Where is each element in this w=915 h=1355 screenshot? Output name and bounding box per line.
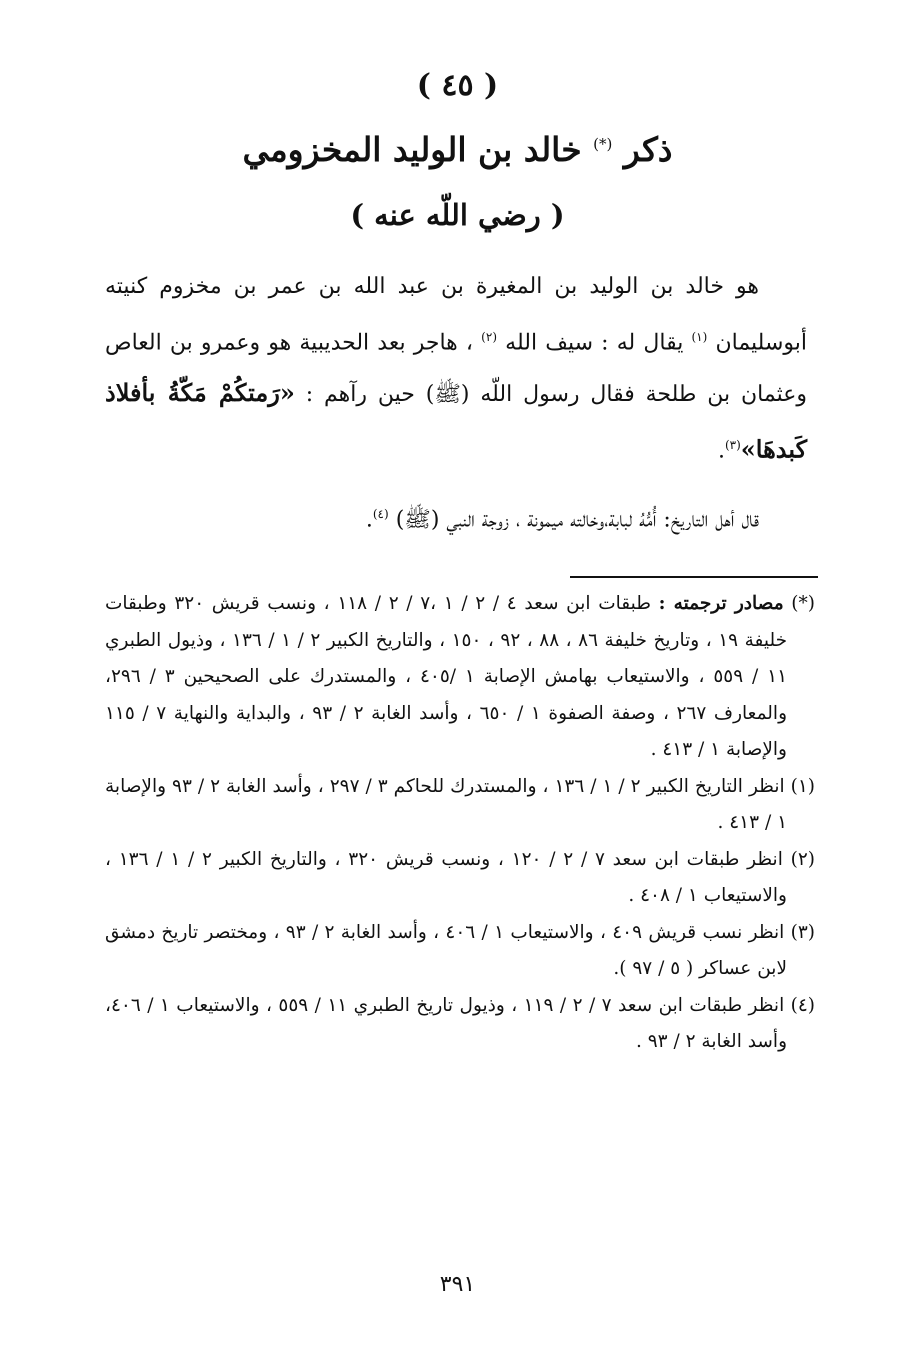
title-name: خالد بن الوليد المخزومي xyxy=(242,130,582,169)
footnote-4: (٤) انظر طبقات ابن سعد ٧ / ٢ / ١١٩ ، وذيول تاريخ الطبري ١١ / ٥٥٩ ، والاستيعاب ١ / ٤٠٦، وأسد الغابة ٢ / ٩٣ . xyxy=(105,994,816,1052)
chapter-subtitle: ( رضي اللّه عنه ) xyxy=(350,198,565,232)
footnote-ref-4: (٤) xyxy=(372,506,389,521)
footnote-2: (٢) انظر طبقات ابن سعد ٧ / ٢ / ١٢٠ ، ونسب قريش ٣٢٠ ، والتاريخ الكبير ٢ / ١ / ١٣٦ ، والاستيعاب ١ / ٤٠٨ . xyxy=(105,848,815,906)
footnote-3: (٣) انظر نسب قريش ٤٠٩ ، والاستيعاب ١ / ٤٠٦ ، وأسد الغابة ٢ / ٩٣ ، ومختصر تاريخ دمشق لابن عساكر ( ٥ / ٩٧ ). xyxy=(105,921,815,979)
chapter-title xyxy=(0,130,915,169)
footnote-sources xyxy=(105,586,815,769)
hadith-quote: «رَمتكُمْ مَكّةُ بأفلاذ كَبدهَا» xyxy=(105,378,807,464)
paragraph-2-text: قال أهل التاريخ: أُمُّهُ لبابة،وخالته ميمونة ، زوجة النبي (ﷺ) xyxy=(395,506,759,532)
paragraph-1-part-c: ، هاجر بعد الحديبية هو وعمرو بن العاص وعثمان بن طلحة فقال رسول اللّه (ﷺ) حين رآهم : xyxy=(105,330,807,408)
title-footnote-marker: (*) xyxy=(593,135,613,153)
paragraph-1 xyxy=(105,262,807,477)
sources-marker: (*) xyxy=(791,593,815,614)
main-text xyxy=(105,262,807,545)
paragraph-1-part-b: يقال له : سيف الله xyxy=(505,330,684,356)
footnote-ref-2: (٢) xyxy=(481,330,497,344)
page-number: ٣٩١ xyxy=(439,1272,476,1297)
paragraph-2-end: . xyxy=(365,506,373,532)
chapter-number: ( ٤٥ ) xyxy=(416,68,499,103)
title-prefix: ذكر xyxy=(623,130,673,169)
paragraph-1-end: . xyxy=(717,438,725,464)
footnote-separator xyxy=(570,576,818,578)
footnotes xyxy=(105,586,815,1061)
footnote-ref-1: (١) xyxy=(691,330,708,344)
footnote-ref-3: (٣) xyxy=(724,438,741,453)
sources-heading: مصادر ترجمته : xyxy=(658,593,784,614)
paragraph-2 xyxy=(105,489,807,545)
footnote-1: (١) انظر التاريخ الكبير ٢ / ١ / ١٣٦ ، والمستدرك للحاكم ٣ / ٢٩٧ ، وأسد الغابة ٢ / ٩٣ والإصابة ١ / ٤١٣ . xyxy=(105,775,815,833)
sources-text: طبقات ابن سعد ٤ / ٢ / ١ ،٧ / ٢ / ١١٨ ، ونسب قريش ٣٢٠ وطبقات خليفة ١٩ ، وتاريخ خليفة ٨٦ ، ٨٨ ، ٩٢ ، ١٥٠ ، والتاريخ الكبير ٢ / ١ / ١٣٦ ، وذيول الطبري ١١ / ٥٥٩ ، والاستيعاب بهامش الإصابة ١ /٤٠٥ ، والمستدرك على الصحيحين ٣ / ٢٩٦، والمعارف ٢٦٧ ، وصفة الصفوة ١ / ٦٥٠ ، وأسد الغابة ٢ / ٩٣ ، والبداية والنهاية ٧ / ١١٥ والإصابة ١ / ٤١٣ . xyxy=(105,593,788,760)
paragraph-1-part-a: هو خالد بن الوليد بن المغيرة بن عبد الله بن عمر بن مخزوم كنيته أبوسليمان xyxy=(105,274,808,356)
